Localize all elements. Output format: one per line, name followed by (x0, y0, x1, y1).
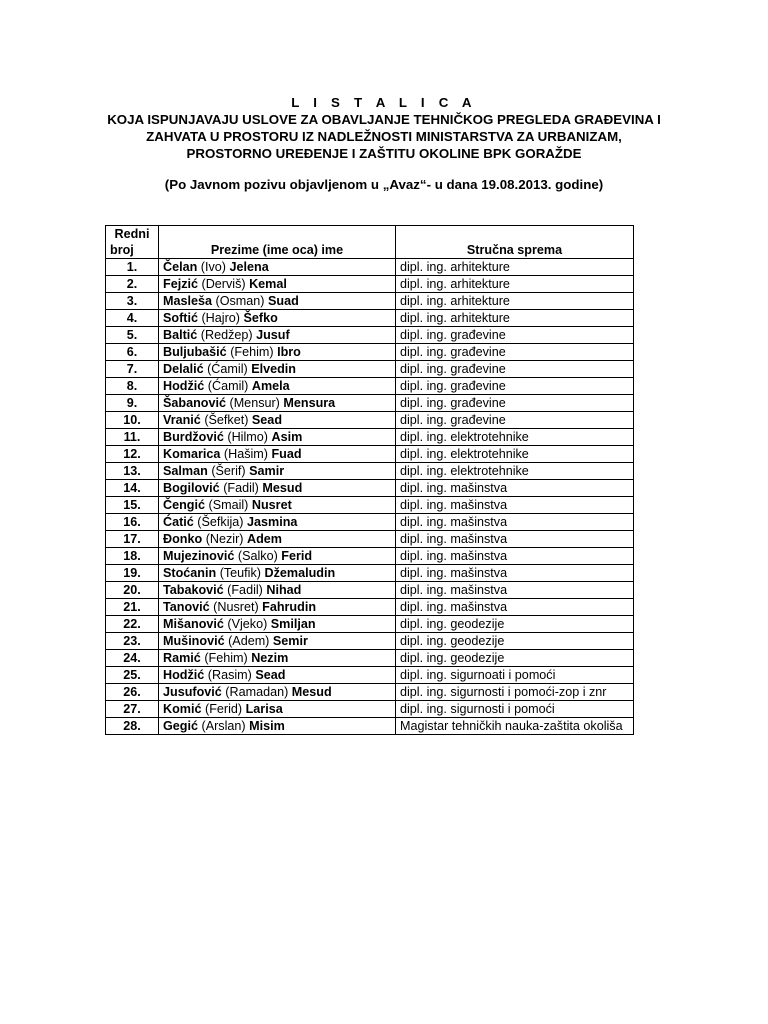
surname: Masleša (163, 294, 213, 308)
qualification-cell: dipl. ing. građevine (396, 361, 634, 378)
row-number: 6. (106, 344, 159, 361)
qualification-cell: dipl. ing. građevine (396, 412, 634, 429)
father-name: (Nusret) (213, 600, 259, 614)
row-number: 19. (106, 565, 159, 582)
surname: Mušinović (163, 634, 225, 648)
table-row (106, 701, 634, 718)
row-number: 5. (106, 327, 159, 344)
qualification-cell: dipl. ing. mašinstva (396, 480, 634, 497)
row-number: 18. (106, 548, 159, 565)
row-number: 21. (106, 599, 159, 616)
person-name-cell (159, 514, 396, 531)
father-name: (Fadil) (223, 481, 259, 495)
surname: Ćatić (163, 515, 194, 529)
qualification-cell: dipl. ing. geodezije (396, 633, 634, 650)
row-number: 27. (106, 701, 159, 718)
table-row (106, 514, 634, 531)
father-name: (Ćamil) (207, 362, 248, 376)
surname: Mišanović (163, 617, 224, 631)
father-name: (Rasim) (207, 668, 252, 682)
person-name-cell (159, 293, 396, 310)
surname: Gegić (163, 719, 198, 733)
row-number: 14. (106, 480, 159, 497)
surname: Tabaković (163, 583, 224, 597)
qualification-cell: dipl. ing. mašinstva (396, 497, 634, 514)
person-name-cell (159, 378, 396, 395)
qualification-cell: dipl. ing. mašinstva (396, 565, 634, 582)
row-number: 26. (106, 684, 159, 701)
person-name-cell (159, 650, 396, 667)
father-name: (Salko) (237, 549, 278, 563)
first-name: Fuad (271, 447, 302, 461)
person-name-cell (159, 412, 396, 429)
table-row (106, 497, 634, 514)
candidates-table (105, 225, 634, 735)
first-name: Mesud (291, 685, 332, 699)
row-number: 12. (106, 446, 159, 463)
row-number: 16. (106, 514, 159, 531)
first-name: Amela (251, 379, 290, 393)
row-number: 4. (106, 310, 159, 327)
father-name: (Teufik) (219, 566, 261, 580)
first-name: Sead (251, 413, 283, 427)
row-number: 8. (106, 378, 159, 395)
qualification-cell: dipl. ing. elektrotehnike (396, 429, 634, 446)
father-name: (Hilmo) (227, 430, 268, 444)
qualification-cell: dipl. ing. mašinstva (396, 514, 634, 531)
row-number: 15. (106, 497, 159, 514)
row-number: 13. (106, 463, 159, 480)
father-name: (Ćamil) (207, 379, 249, 393)
row-number: 7. (106, 361, 159, 378)
first-name: Šefko (243, 311, 278, 325)
person-name-cell (159, 310, 396, 327)
father-name: (Fehim) (204, 651, 248, 665)
surname: Fejzić (163, 277, 198, 291)
qualification-cell: dipl. ing. arhitekture (396, 259, 634, 276)
row-number: 22. (106, 616, 159, 633)
qualification-cell: Magistar tehničkih nauka-zaštita okoliša (396, 718, 634, 735)
surname: Đonko (163, 532, 203, 546)
table-row (106, 412, 634, 429)
table-row (106, 582, 634, 599)
surname: Mujezinović (163, 549, 235, 563)
row-number: 25. (106, 667, 159, 684)
qualification-cell: dipl. ing. arhitekture (396, 310, 634, 327)
father-name: (Hajro) (201, 311, 240, 325)
row-number: 20. (106, 582, 159, 599)
title-line-2: KOJA ISPUNJAVAJU USLOVE ZA OBAVLJANJE TEHNIČKOG PREGLEDA GRAĐEVINA I (107, 112, 661, 127)
qualification-cell: dipl. ing. geodezije (396, 650, 634, 667)
qualification-cell: dipl. ing. elektrotehnike (396, 446, 634, 463)
first-name: Nihad (266, 583, 302, 597)
table-row (106, 276, 634, 293)
row-number: 28. (106, 718, 159, 735)
table-row (106, 395, 634, 412)
first-name: Džemaludin (264, 566, 336, 580)
father-name: (Ramadan) (225, 685, 289, 699)
column-header-name: Prezime (ime oca) ime (159, 226, 396, 259)
qualification-cell: dipl. ing. geodezije (396, 616, 634, 633)
table-row (106, 616, 634, 633)
row-number: 3. (106, 293, 159, 310)
father-name: (Šefkija) (197, 515, 244, 529)
row-number: 11. (106, 429, 159, 446)
table-row (106, 259, 634, 276)
first-name: Ibro (277, 345, 301, 359)
person-name-cell (159, 429, 396, 446)
qualification-cell: dipl. ing. sigurnosti i pomoći-zop i znr (396, 684, 634, 701)
first-name: Mesud (262, 481, 303, 495)
person-name-cell (159, 259, 396, 276)
table-row (106, 361, 634, 378)
table-row (106, 684, 634, 701)
person-name-cell (159, 548, 396, 565)
surname: Baltić (163, 328, 198, 342)
column-header-number: Redni broj (106, 226, 159, 259)
qualification-cell: dipl. ing. građevine (396, 327, 634, 344)
qualification-cell: dipl. ing. mašinstva (396, 582, 634, 599)
person-name-cell (159, 463, 396, 480)
person-name-cell (159, 633, 396, 650)
father-name: (Arslan) (201, 719, 246, 733)
surname: Hodžić (163, 379, 205, 393)
father-name: (Derviš) (201, 277, 246, 291)
row-number: 9. (106, 395, 159, 412)
person-name-cell (159, 531, 396, 548)
table-row (106, 633, 634, 650)
surname: Čengić (163, 498, 205, 512)
father-name: (Fadil) (227, 583, 263, 597)
row-number: 23. (106, 633, 159, 650)
table-row (106, 548, 634, 565)
surname: Buljubašić (163, 345, 227, 359)
first-name: Ferid (281, 549, 313, 563)
column-header-qualification: Stručna sprema (396, 226, 634, 259)
qualification-cell: dipl. ing. mašinstva (396, 548, 634, 565)
surname: Komarica (163, 447, 221, 461)
person-name-cell (159, 616, 396, 633)
person-name-cell (159, 395, 396, 412)
person-name-cell (159, 599, 396, 616)
person-name-cell (159, 701, 396, 718)
first-name: Kemal (249, 277, 287, 291)
table-row (106, 327, 634, 344)
surname: Bogilović (163, 481, 220, 495)
father-name: (Smail) (208, 498, 249, 512)
person-name-cell (159, 446, 396, 463)
first-name: Sead (255, 668, 286, 682)
first-name: Semir (272, 634, 308, 648)
row-number: 17. (106, 531, 159, 548)
person-name-cell (159, 667, 396, 684)
surname: Salman (163, 464, 208, 478)
qualification-cell: dipl. ing. mašinstva (396, 599, 634, 616)
surname: Hodžić (163, 668, 205, 682)
table-row (106, 463, 634, 480)
table-header-row (106, 226, 634, 259)
qualification-cell: dipl. ing. građevine (396, 344, 634, 361)
document-heading (0, 94, 768, 162)
row-number: 10. (106, 412, 159, 429)
first-name: Mensura (283, 396, 336, 410)
person-name-cell (159, 361, 396, 378)
father-name: (Ferid) (205, 702, 243, 716)
table-row (106, 565, 634, 582)
table-row (106, 378, 634, 395)
qualification-cell: dipl. ing. građevine (396, 378, 634, 395)
person-name-cell (159, 497, 396, 514)
table-row (106, 293, 634, 310)
person-name-cell (159, 718, 396, 735)
qualification-cell: dipl. ing. elektrotehnike (396, 463, 634, 480)
father-name: (Hašim) (223, 447, 268, 461)
qualification-cell: dipl. ing. mašinstva (396, 531, 634, 548)
first-name: Misim (249, 719, 285, 733)
title-line-4: PROSTORNO UREĐENJE I ZAŠTITU OKOLINE BPK GORAŽDE (186, 146, 582, 161)
father-name: (Nezir) (205, 532, 244, 546)
qualification-cell: dipl. ing. arhitekture (396, 293, 634, 310)
person-name-cell (159, 344, 396, 361)
father-name: (Mensur) (229, 396, 280, 410)
person-name-cell (159, 565, 396, 582)
surname: Šabanović (163, 396, 226, 410)
father-name: (Osman) (215, 294, 265, 308)
first-name: Nezim (251, 651, 289, 665)
row-number: 24. (106, 650, 159, 667)
father-name: (Vjeko) (227, 617, 268, 631)
surname: Tanović (163, 600, 210, 614)
surname: Delalić (163, 362, 204, 376)
table-row (106, 667, 634, 684)
table-row (106, 310, 634, 327)
first-name: Nusret (251, 498, 292, 512)
father-name: (Šefket) (204, 413, 249, 427)
father-name: (Šerif) (211, 464, 246, 478)
title-line-3: ZAHVATA U PROSTORU IZ NADLEŽNOSTI MINISTARSTVA ZA URBANIZAM, (146, 129, 622, 144)
first-name: Suad (268, 294, 299, 308)
table-row (106, 650, 634, 667)
table-row (106, 429, 634, 446)
father-name: (Redžep) (200, 328, 253, 342)
row-number: 2. (106, 276, 159, 293)
qualification-cell: dipl. ing. sigurnoati i pomoći (396, 667, 634, 684)
first-name: Samir (249, 464, 285, 478)
first-name: Adem (246, 532, 282, 546)
surname: Vranić (163, 413, 201, 427)
surname: Softić (163, 311, 198, 325)
first-name: Fahrudin (262, 600, 317, 614)
document-subtitle: (Po Javnom pozivu objavljenom u „Avaz“- u dana 19.08.2013. godine) (164, 177, 604, 192)
surname: Stoćanin (163, 566, 217, 580)
father-name: (Adem) (228, 634, 270, 648)
person-name-cell (159, 582, 396, 599)
qualification-cell: dipl. ing. arhitekture (396, 276, 634, 293)
first-name: Jelena (229, 260, 269, 274)
father-name: (Ivo) (200, 260, 226, 274)
table-row (106, 480, 634, 497)
surname: Komić (163, 702, 202, 716)
qualification-cell: dipl. ing. sigurnosti i pomoći (396, 701, 634, 718)
table-row (106, 718, 634, 735)
surname: Jusufović (163, 685, 222, 699)
table-row (106, 531, 634, 548)
first-name: Jasmina (246, 515, 298, 529)
first-name: Elvedin (251, 362, 296, 376)
table-row (106, 446, 634, 463)
qualification-cell: dipl. ing. građevine (396, 395, 634, 412)
table-row (106, 599, 634, 616)
father-name: (Fehim) (230, 345, 274, 359)
surname: Čelan (163, 260, 198, 274)
first-name: Asim (271, 430, 303, 444)
person-name-cell (159, 480, 396, 497)
row-number: 1. (106, 259, 159, 276)
person-name-cell (159, 276, 396, 293)
first-name: Larisa (245, 702, 283, 716)
surname: Burdžović (163, 430, 224, 444)
first-name: Smiljan (270, 617, 316, 631)
table-body (106, 259, 634, 735)
table-row (106, 344, 634, 361)
first-name: Jusuf (256, 328, 290, 342)
document-title: L I S T A L I C A (291, 95, 477, 110)
surname: Ramić (163, 651, 201, 665)
person-name-cell (159, 327, 396, 344)
person-name-cell (159, 684, 396, 701)
